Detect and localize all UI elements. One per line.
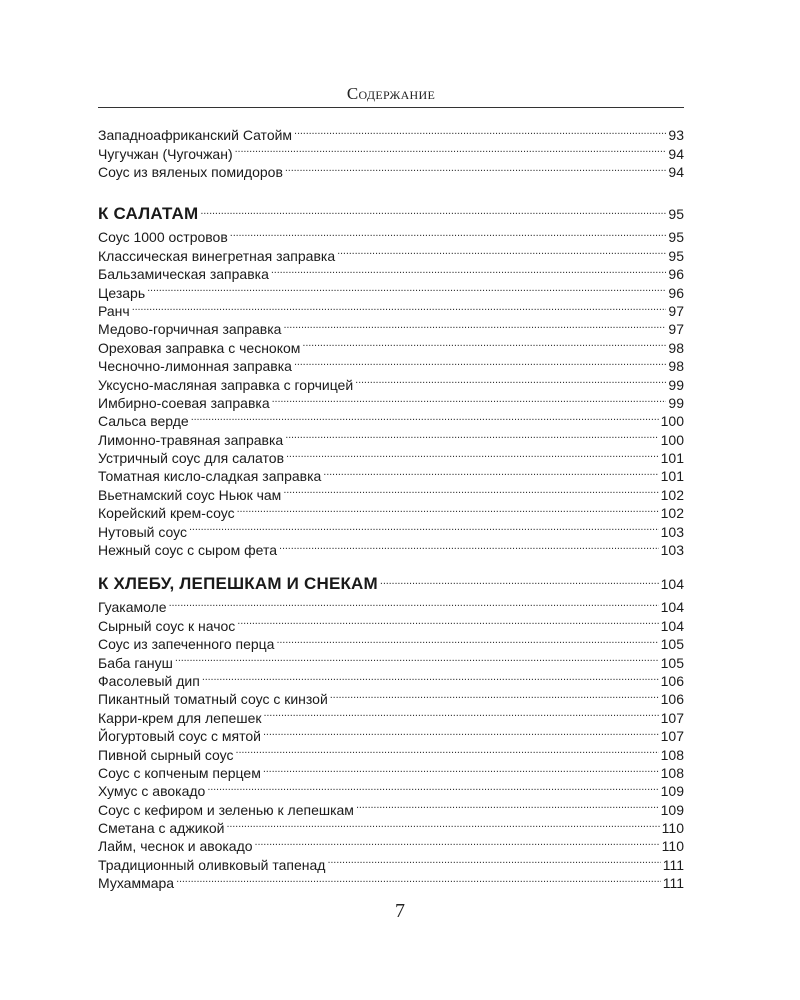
leader-dots <box>294 353 666 371</box>
leader-dots <box>191 408 659 426</box>
leader-dots <box>189 518 659 536</box>
toc-entry-page: 96 <box>668 266 684 283</box>
leader-dots <box>176 870 661 888</box>
leader-dots <box>276 631 658 649</box>
leader-dots <box>272 390 667 408</box>
toc-entry-title: Сметана с аджикой <box>98 820 225 837</box>
toc-entry-page: 93 <box>668 127 684 144</box>
toc-entry-page: 102 <box>660 505 684 522</box>
section-heading-salads[interactable] <box>98 197 684 223</box>
toc-entry-title: Томатная кисло-сладкая заправка <box>98 468 322 485</box>
page-title: Содержание <box>346 84 436 103</box>
toc-entry-title: Устричный соус для салатов <box>98 450 285 467</box>
toc-entry-page: 111 <box>662 875 684 892</box>
toc-entry-page: 98 <box>668 339 684 356</box>
toc-entry-page: 105 <box>660 636 684 653</box>
toc-entry-page: 101 <box>660 450 684 467</box>
leader-dots <box>337 242 666 260</box>
toc-entry-page: 106 <box>660 672 684 689</box>
toc-entry-title: Корейский крем-соус <box>98 505 235 522</box>
toc-entry-page: 106 <box>660 691 684 708</box>
toc-entry-page: 109 <box>660 783 684 800</box>
toc-entry-title: Баба гануш <box>98 654 173 671</box>
toc-entry-title: Соус с копченым перцем <box>98 764 261 781</box>
toc-entry-title: Соус с кефиром и зеленью к лепешкам <box>98 801 354 818</box>
toc-entry-title: Лайм, чеснок и авокадо <box>98 838 253 855</box>
toc-entry-page: 99 <box>668 376 684 393</box>
leader-dots <box>323 463 658 481</box>
section-heading-title: К САЛАТАМ <box>98 204 199 223</box>
toc-salads-list <box>98 224 684 559</box>
toc-entry-page: 96 <box>668 284 684 301</box>
toc-entry-title: Ранч <box>98 302 130 319</box>
toc-entry-title: Фасолевый дип <box>98 672 200 689</box>
toc-entry-page: 101 <box>660 468 684 485</box>
page-number: 7 <box>395 900 405 922</box>
toc-entry-title: Традиционный оливковый тапенад <box>98 856 326 873</box>
toc-entry-title: Нежный соус с сыром фета <box>98 542 278 559</box>
leader-dots <box>200 197 666 219</box>
leader-dots <box>255 833 660 851</box>
toc-entry[interactable] <box>98 122 684 144</box>
leader-dots <box>285 159 667 177</box>
toc-entry-title: Йогуртовый соус с мятой <box>98 728 262 745</box>
toc-entry-page: 104 <box>660 599 684 616</box>
toc-entry-page: 97 <box>668 302 684 319</box>
leader-dots <box>237 500 659 518</box>
toc-entry-title: Соус 1000 островов <box>98 229 228 246</box>
toc-entry-page: 98 <box>668 358 684 375</box>
toc-entry-title: Медово-горчичная заправка <box>98 321 282 338</box>
toc-entry[interactable] <box>98 649 684 671</box>
toc-entry-title: Чесночно-лимонная заправка <box>98 358 292 375</box>
toc-entry-page: 108 <box>660 764 684 781</box>
toc-section-bread <box>98 567 684 892</box>
toc-entry[interactable] <box>98 870 684 892</box>
toc-entry-page: 103 <box>660 542 684 559</box>
toc-entry-title: Гуакамоле <box>98 599 167 616</box>
toc-entry-title: Хумус с авокадо <box>98 783 206 800</box>
leader-dots <box>283 316 666 334</box>
toc-entry-page: 104 <box>660 617 684 634</box>
toc-entry-page: 107 <box>660 728 684 745</box>
toc-entry-title: Пивной сырный соус <box>98 746 234 763</box>
toc-entry-page: 95 <box>668 247 684 264</box>
toc-entry-page: 105 <box>660 654 684 671</box>
toc-entry[interactable] <box>98 594 684 616</box>
toc-bread-list <box>98 594 684 892</box>
toc-entry-page: 109 <box>660 801 684 818</box>
toc-entry[interactable] <box>98 298 684 319</box>
toc-intro-list <box>98 122 684 181</box>
section-heading-title: К ХЛЕБУ, ЛЕПЕШКАМ И СНЕКАМ <box>98 574 378 593</box>
toc-entry-page: 94 <box>668 164 684 181</box>
leader-dots <box>286 445 659 463</box>
leader-dots <box>271 261 667 279</box>
section-heading-page: 104 <box>660 576 684 592</box>
toc-entry-page: 111 <box>662 856 684 873</box>
leader-dots <box>202 668 659 686</box>
toc-entry-title: Пикантный томатный соус с кинзой <box>98 691 328 708</box>
toc-entry-page: 110 <box>661 820 684 837</box>
toc-entry[interactable] <box>98 279 684 301</box>
toc-entry-title: Лимонно-травяная заправка <box>98 431 284 448</box>
leader-dots <box>237 612 658 630</box>
leader-dots <box>169 594 659 612</box>
leader-dots <box>330 686 659 704</box>
leader-dots <box>263 723 659 741</box>
leader-dots <box>230 224 667 242</box>
toc-entry-page: 99 <box>668 394 684 411</box>
toc-entry-page: 103 <box>660 523 684 540</box>
leader-dots <box>207 778 658 796</box>
toc-entry[interactable] <box>98 224 684 246</box>
leader-dots <box>175 649 659 667</box>
leader-dots <box>279 537 659 555</box>
toc-entry-title: Соус из вяленых помидоров <box>98 164 283 181</box>
leader-dots <box>285 426 658 444</box>
toc-entry-title: Сырный соус к начос <box>98 617 236 634</box>
leader-dots <box>302 334 666 352</box>
toc-entry-page: 100 <box>660 413 684 430</box>
toc-entry-title: Имбирно-соевая заправка <box>98 394 270 411</box>
toc-entry[interactable] <box>98 316 684 338</box>
toc-entry-title: Цезарь <box>98 284 146 301</box>
toc-entry-title: Чугучжан (Чугочжан) <box>98 145 233 162</box>
leader-dots <box>380 567 659 589</box>
toc-entry-title: Мухаммара <box>98 875 175 892</box>
toc-entry-title: Уксусно-масляная заправка с горчицей <box>98 376 354 393</box>
leader-dots <box>147 279 666 297</box>
leader-dots <box>226 815 659 833</box>
toc-entry-title: Карри-крем для лепешек <box>98 709 262 726</box>
toc-entry-page: 95 <box>668 229 684 246</box>
leader-dots <box>355 371 666 389</box>
toc-entry-page: 97 <box>668 321 684 338</box>
leader-dots <box>235 140 667 158</box>
leader-dots <box>263 760 659 778</box>
toc-entry-title: Нутовый соус <box>98 523 187 540</box>
leader-dots <box>132 298 667 316</box>
toc-entry-page: 110 <box>661 838 684 855</box>
leader-dots <box>327 851 660 869</box>
toc-entry-page: 102 <box>660 486 684 503</box>
toc-entry-title: Вьетнамский соус Ньюк чам <box>98 486 282 503</box>
toc-entry-page: 94 <box>668 145 684 162</box>
leader-dots <box>294 122 666 140</box>
toc-entry[interactable] <box>98 668 684 689</box>
section-heading-page: 95 <box>668 206 684 222</box>
toc-entry[interactable] <box>98 612 684 634</box>
toc-section-salads <box>98 197 684 559</box>
toc-entry-title: Сальса верде <box>98 413 189 430</box>
toc-entry-title: Западноафриканский Сатойм <box>98 127 293 144</box>
toc-entry-title: Бальзамическая заправка <box>98 266 269 283</box>
toc-entry-title: Соус из запеченного перца <box>98 636 275 653</box>
toc-entry-title: Ореховая заправка с чесноком <box>98 339 301 356</box>
toc-entry-page: 100 <box>660 431 684 448</box>
leader-dots <box>236 741 659 759</box>
toc-entry-page: 107 <box>660 709 684 726</box>
leader-dots <box>263 704 658 722</box>
section-heading-bread[interactable] <box>98 567 684 593</box>
leader-dots <box>356 796 659 814</box>
leader-dots <box>283 481 658 499</box>
header-rule <box>98 107 684 108</box>
toc-entry-title: Классическая винегретная заправка <box>98 247 336 264</box>
toc-entry-page: 108 <box>660 746 684 763</box>
